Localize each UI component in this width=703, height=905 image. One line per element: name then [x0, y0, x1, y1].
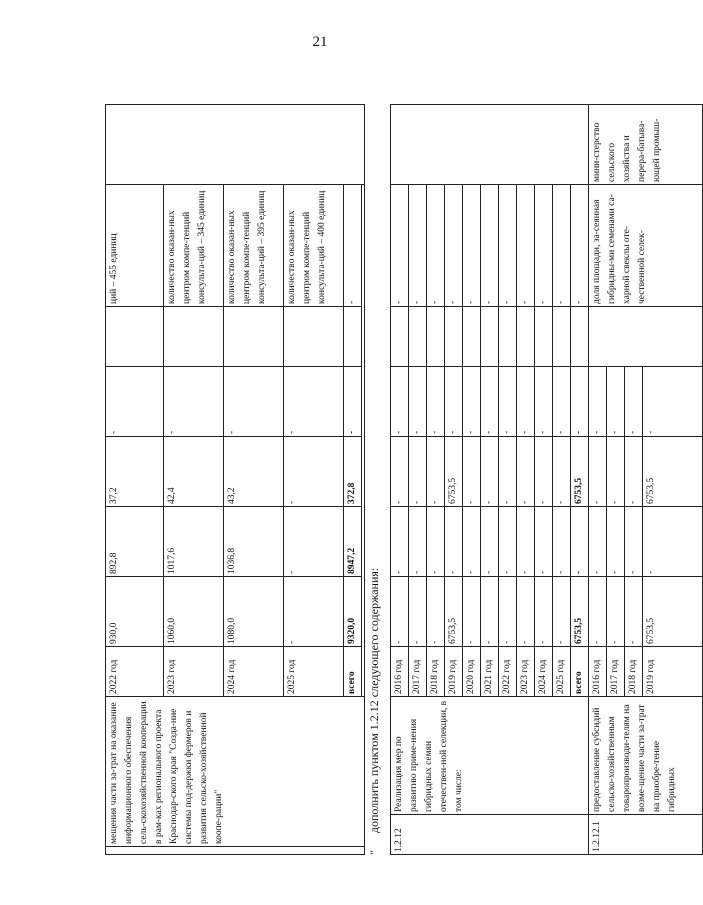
value: - — [535, 367, 553, 437]
value: - — [445, 367, 463, 437]
value: 6753,5 — [643, 577, 703, 647]
value: - — [589, 437, 607, 507]
value: - — [517, 437, 535, 507]
value: - — [481, 577, 499, 647]
indicator: - — [445, 185, 463, 307]
value: 6753,5 — [445, 577, 463, 647]
top-indicator: - — [344, 185, 362, 307]
top-value: - — [106, 367, 164, 437]
value: - — [391, 367, 409, 437]
top-value: 1036,8 — [224, 507, 284, 577]
value: - — [391, 577, 409, 647]
value: - — [607, 437, 625, 507]
total-value: - — [571, 367, 589, 437]
indicator: - — [481, 185, 499, 307]
value: - — [535, 507, 553, 577]
year: 2021 год — [481, 647, 499, 697]
value: - — [409, 577, 427, 647]
total-value: - — [571, 507, 589, 577]
value: - — [625, 367, 643, 437]
top-num-cell — [106, 847, 365, 855]
empty — [499, 307, 517, 367]
page-number: 21 — [312, 34, 328, 50]
value: - — [445, 507, 463, 577]
top-spacer — [362, 185, 365, 697]
value: - — [553, 507, 571, 577]
top-indicator: количество оказан-ных центром компе-тенций консульта-ций – 400 единиц — [284, 185, 344, 307]
top-empty — [344, 307, 362, 367]
indicator: - — [553, 185, 571, 307]
year: 2025 год — [553, 647, 571, 697]
empty — [427, 307, 445, 367]
value: - — [553, 437, 571, 507]
empty — [535, 307, 553, 367]
value: - — [517, 367, 535, 437]
year: 2018 год — [625, 647, 643, 697]
top-value: - — [224, 367, 284, 437]
bottom-table — [390, 104, 703, 855]
top-value: - — [284, 577, 344, 647]
top-year: 2024 год — [224, 647, 284, 697]
top-table — [105, 104, 365, 855]
year: 2019 год — [445, 647, 463, 697]
top-total: 9320,0 — [344, 577, 362, 647]
year: 2024 год — [535, 647, 553, 697]
value: - — [607, 507, 625, 577]
top-value: 42,4 — [164, 437, 224, 507]
value: - — [409, 367, 427, 437]
empty — [391, 307, 409, 367]
top-value: - — [164, 367, 224, 437]
value: - — [499, 507, 517, 577]
value: - — [463, 367, 481, 437]
value: - — [607, 367, 625, 437]
subitem-indicator: доля площади, за-сеянная гибридны-ми семенами са-харной свеклы оте-чественной селек- — [589, 185, 703, 307]
indicator: - — [391, 185, 409, 307]
value: - — [427, 577, 445, 647]
top-value: 1060,0 — [164, 577, 224, 647]
value: - — [427, 437, 445, 507]
empty — [409, 307, 427, 367]
top-empty — [224, 307, 284, 367]
value: - — [463, 577, 481, 647]
value: - — [481, 507, 499, 577]
value: - — [427, 367, 445, 437]
subitem-number: 1.2.12.1 — [589, 815, 703, 855]
indicator: - — [463, 185, 481, 307]
top-value: 43,2 — [224, 437, 284, 507]
value: - — [409, 437, 427, 507]
indicator: - — [571, 185, 589, 307]
top-total: 372,8 — [344, 437, 362, 507]
value: - — [391, 507, 409, 577]
top-empty — [164, 307, 224, 367]
year: 2020 год — [463, 647, 481, 697]
top-value: 1080,0 — [224, 577, 284, 647]
phrase-text: дополнить пунктом 1.2.12 следующего содержания: — [367, 567, 381, 834]
top-name-cell: мещения части за-трат на оказание информационного обеспечения сель-скохозяйственной кооперации в рам-ках регионального проекта Краснодар-ского края "Созда-ние системы под-держки фермеров и развития сельско-хозяйственной коопе-рации" — [106, 697, 365, 847]
value: - — [517, 577, 535, 647]
top-value: - — [284, 507, 344, 577]
year: 2017 год — [607, 647, 625, 697]
top-indicator: количество оказан-ных центром компе-тенций консульта-ций – 345 единиц — [164, 185, 224, 307]
quote-mark: " — [367, 850, 381, 855]
value: - — [625, 577, 643, 647]
value: - — [643, 507, 703, 577]
empty — [517, 307, 535, 367]
top-year: 2022 год — [106, 647, 164, 697]
value: - — [499, 437, 517, 507]
value: - — [409, 507, 427, 577]
value: - — [499, 577, 517, 647]
value: - — [607, 577, 625, 647]
total-value: 6753,5 — [571, 437, 589, 507]
top-value: 37,2 — [106, 437, 164, 507]
value: - — [499, 367, 517, 437]
value: 6753,5 — [643, 437, 703, 507]
value: - — [553, 577, 571, 647]
empty — [589, 307, 703, 367]
value: - — [553, 367, 571, 437]
top-indicator: количество оказан-ных центром компе-тенций консульта-ций – 395 единиц — [224, 185, 284, 307]
indicator: - — [409, 185, 427, 307]
top-value: - — [284, 437, 344, 507]
value: - — [463, 437, 481, 507]
indicator: - — [517, 185, 535, 307]
empty — [553, 307, 571, 367]
year: 2019 год — [643, 647, 703, 697]
top-value: 892,8 — [106, 507, 164, 577]
value: - — [535, 577, 553, 647]
year: 2022 год — [499, 647, 517, 697]
top-empty — [106, 307, 164, 367]
value: - — [481, 367, 499, 437]
amendment-phrase — [366, 105, 382, 855]
year-total: всего — [571, 647, 589, 697]
year: 2023 год — [517, 647, 535, 697]
empty — [481, 307, 499, 367]
top-year: 2025 год — [284, 647, 344, 697]
top-year-total: всего — [344, 647, 362, 697]
top-value: 930,0 — [106, 577, 164, 647]
value: - — [391, 437, 409, 507]
rotated-content — [103, 100, 677, 860]
top-value: 1017,6 — [164, 507, 224, 577]
value: 6753,5 — [445, 437, 463, 507]
top-executor-cell — [106, 105, 365, 185]
empty — [445, 307, 463, 367]
value: - — [535, 437, 553, 507]
top-year: 2023 год — [164, 647, 224, 697]
value: - — [643, 367, 703, 437]
year: 2018 год — [427, 647, 445, 697]
year: 2016 год — [391, 647, 409, 697]
value: - — [625, 507, 643, 577]
empty — [571, 307, 589, 367]
empty — [463, 307, 481, 367]
top-total: - — [344, 367, 362, 437]
total-value: 6753,5 — [571, 577, 589, 647]
year: 2016 год — [589, 647, 607, 697]
executor-empty — [391, 105, 589, 185]
indicator: - — [499, 185, 517, 307]
subitem-executor: мини-стерство сельского хозяйства и перера-батыва-ющей промыш- — [589, 105, 703, 185]
value: - — [517, 507, 535, 577]
value: - — [589, 577, 607, 647]
subitem-name: предоставление субсидий сельско-хозяйственным товаропроизводи-телям на возме-щение части за-трат на приобре-тение гибридных — [589, 697, 703, 815]
value: - — [463, 507, 481, 577]
item-name: Реализация мер по развитию приме-нения гибридных семян отечествен-ной селекции, в том числе: — [391, 697, 589, 815]
indicator: - — [535, 185, 553, 307]
value: - — [589, 507, 607, 577]
top-value: - — [284, 367, 344, 437]
item-number: 1.2.12 — [391, 815, 589, 855]
year: 2017 год — [409, 647, 427, 697]
top-total: 8947,2 — [344, 507, 362, 577]
value: - — [625, 437, 643, 507]
top-indicator: ций – 455 единиц — [106, 185, 164, 307]
top-empty — [284, 307, 344, 367]
value: - — [427, 507, 445, 577]
value: - — [481, 437, 499, 507]
value: - — [589, 367, 607, 437]
indicator: - — [427, 185, 445, 307]
